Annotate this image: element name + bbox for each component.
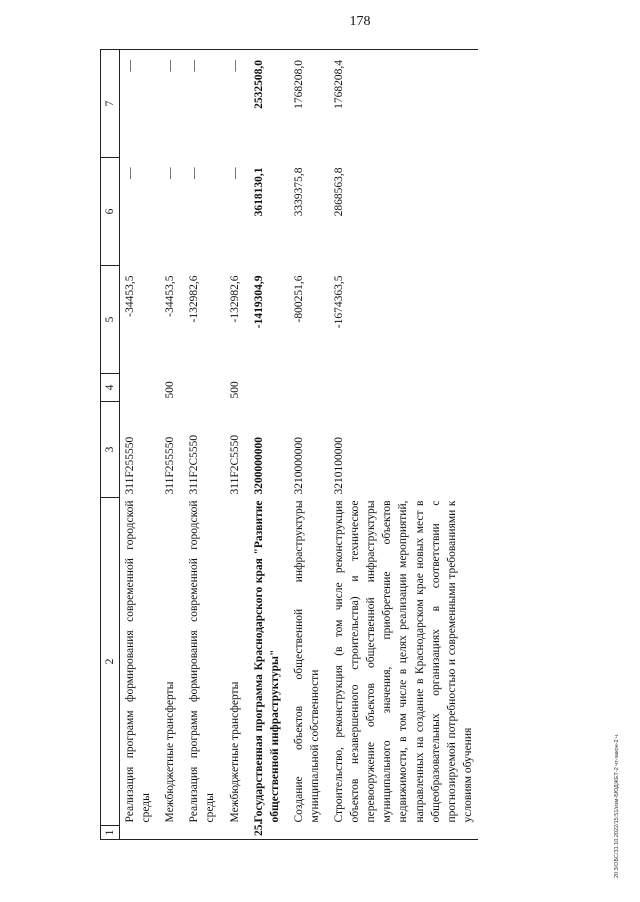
row-value-col7: 1768208,0 bbox=[285, 50, 325, 158]
row-vr bbox=[120, 374, 157, 402]
row-value-col6: — bbox=[124, 167, 137, 179]
row-value-col6: — bbox=[164, 167, 177, 179]
row-code: 311F255550 bbox=[124, 436, 137, 495]
row-code: 311F2C5550 bbox=[228, 434, 241, 495]
table-row bbox=[221, 50, 245, 840]
table-header-row bbox=[101, 50, 120, 840]
row-value-col7: 2532508,0 bbox=[245, 50, 285, 158]
header-cell-4: 4 bbox=[101, 374, 120, 402]
table-row bbox=[325, 50, 478, 840]
row-name: Строительство, реконструкция (в том числе реконструкция объектов незавершенного строительства) и техническое перевооружение объектов общественной инфраструктуры муниципального значения, приобретение объектов недвижимости, в том числе в целях реализации мероприятий, направленных на создание в Краснодарском крае новых мест в общеобразовательных организациях в соответствии с прогнозируемой потребностью и современными требованиями к условиям обучения bbox=[333, 500, 474, 823]
row-code: 3210100000 bbox=[333, 437, 346, 495]
row-value-col5: -1419304,9 bbox=[252, 275, 265, 329]
row-value-col7: — bbox=[156, 50, 180, 158]
row-value-col7: — bbox=[180, 50, 220, 158]
row-number bbox=[156, 826, 180, 840]
header-cell-2: 2 bbox=[101, 498, 120, 826]
document-stamp: 20.3/ОБС/31.10.2022/15:51/изм-БЮДЖЕТ-2 чт-закон-2 ч. bbox=[614, 733, 620, 878]
row-name: Реализация программ формирования современной городской среды bbox=[124, 500, 153, 823]
budget-table bbox=[100, 49, 478, 840]
page-number: 178 bbox=[349, 14, 371, 29]
row-vr: 500 bbox=[164, 381, 177, 399]
row-code: 3200000000 bbox=[252, 437, 265, 495]
row-name: Реализация программ формирования современной городской среды bbox=[188, 500, 217, 823]
row-value-col7: 1768208,4 bbox=[325, 50, 478, 158]
row-value-col7: — bbox=[120, 50, 157, 158]
table-row bbox=[285, 50, 325, 840]
table-row bbox=[120, 50, 157, 840]
table-row bbox=[180, 50, 220, 840]
row-name: Создание объектов общественной инфраструктуры муниципальной собственности bbox=[292, 500, 321, 823]
row-vr bbox=[325, 374, 478, 402]
header-cell-5: 5 bbox=[101, 266, 120, 374]
row-number bbox=[325, 826, 478, 840]
row-value-col6: — bbox=[188, 167, 201, 179]
row-name: Государственная программа Краснодарского края "Развитие общественной инфраструктуры" bbox=[252, 500, 281, 823]
row-value-col5: -34453,5 bbox=[164, 275, 177, 317]
row-number: 25. bbox=[245, 826, 285, 840]
row-value-col5: -1674363,5 bbox=[333, 275, 346, 329]
row-code: 311F2C5550 bbox=[188, 434, 201, 495]
row-value-col5: -132982,6 bbox=[188, 275, 201, 323]
row-vr bbox=[285, 374, 325, 402]
row-name: Межбюджетные трансферты bbox=[228, 681, 241, 823]
row-number bbox=[285, 826, 325, 840]
row-code: 311F255550 bbox=[164, 436, 177, 495]
row-value-col5: -34453,5 bbox=[124, 275, 137, 317]
row-value-col6: 3339375,8 bbox=[292, 167, 305, 217]
row-vr bbox=[245, 374, 285, 402]
row-name: Межбюджетные трансферты bbox=[164, 681, 177, 823]
row-vr: 500 bbox=[228, 381, 241, 399]
row-value-col6: 2868563,8 bbox=[333, 167, 346, 217]
row-code: 3210000000 bbox=[292, 437, 305, 495]
row-value-col6: 3618130,1 bbox=[252, 167, 265, 217]
table-row bbox=[245, 50, 285, 840]
row-value-col5: -800251,6 bbox=[292, 275, 305, 323]
rotated-budget-table bbox=[100, 50, 612, 840]
row-number bbox=[221, 826, 245, 840]
table-row bbox=[156, 50, 180, 840]
row-number bbox=[180, 826, 220, 840]
header-cell-3: 3 bbox=[101, 402, 120, 498]
row-number bbox=[120, 826, 157, 840]
row-value-col6: — bbox=[228, 167, 241, 179]
row-value-col7: — bbox=[221, 50, 245, 158]
row-value-col5: -132982,6 bbox=[228, 275, 241, 323]
row-vr bbox=[180, 374, 220, 402]
header-cell-1: 1 bbox=[101, 826, 120, 840]
header-cell-7: 7 bbox=[101, 50, 120, 158]
header-cell-6: 6 bbox=[101, 158, 120, 266]
